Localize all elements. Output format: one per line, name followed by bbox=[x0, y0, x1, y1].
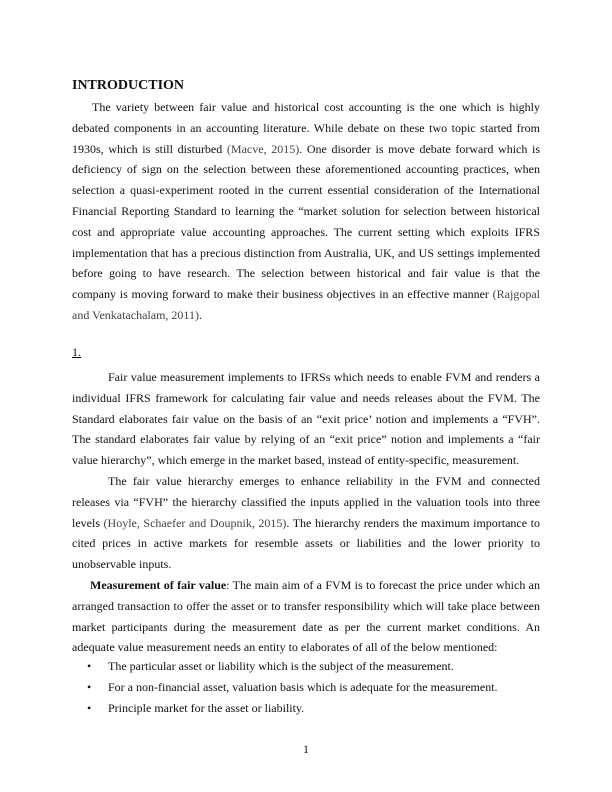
list-item bbox=[72, 677, 540, 698]
text: The fair value hierarchy emerges to enhance reliability in the FVM and connected releases via “FVH” the hierarchy classified the inputs applied in the valuation tools into three levels bbox=[72, 474, 540, 530]
list-item bbox=[72, 698, 540, 719]
list-item-text: Principle market for the asset or liability. bbox=[108, 701, 305, 715]
bullet-icon: • bbox=[87, 701, 92, 715]
text: The variety between fair value and historical cost accounting is the one which is highly debated components in an accounting literature. While debate on these two topic started from 1930s, which is still disturbed bbox=[72, 100, 540, 156]
list-item bbox=[72, 656, 540, 677]
citation: (Macve, 2015) bbox=[226, 141, 300, 156]
text: . bbox=[198, 307, 202, 322]
paragraph bbox=[72, 471, 540, 575]
list-item-text: The particular asset or liability which is the subject of the measurement. bbox=[108, 659, 454, 673]
bullet-list bbox=[72, 656, 540, 719]
bullet-icon: • bbox=[87, 659, 92, 673]
page-number: 1 bbox=[303, 742, 309, 756]
list-item-text: For a non-financial asset, valuation basis which is adequate for the measurement. bbox=[108, 680, 498, 694]
intro-paragraph bbox=[72, 97, 540, 326]
text: : The main aim of a FVM is to forecast the price under which an arranged transaction to offer the asset or to transfer responsibility which will take place between market participants during the measurement date as per the current market conditions. An adequate value measurement needs an entity to elaborates of all of the below mentioned: bbox=[72, 578, 540, 655]
text: . The hierarchy renders the maximum importance to cited prices in active markets for resemble assets or liabilities and the lower priority to unobservable inputs. bbox=[72, 515, 540, 572]
paragraph: Fair value measurement implements to IFRSs which needs to enable FVM and renders a individual IFRS framework for calculating fair value and needs releases about the FVM. The Standard elaborates fair value on the basis of an “exit price’ notion and implements a “FVH”. The standard elaborates fair value by relying of an “exit price” notion and implements a “fair value hierarchy”, which emerge in the market based, instead of entity-specific, measurement. bbox=[72, 370, 540, 468]
citation: (Hoyle, Schaefer and Doupnik, 2015) bbox=[103, 515, 287, 530]
paragraph bbox=[72, 575, 540, 658]
citation: (Rajgopal and Venkatachalam, 2011) bbox=[72, 287, 540, 322]
bullet-icon: • bbox=[87, 680, 92, 694]
text: . One disorder is move debate forward which is deficiency of sign on the selection between these aforementioned accounting practices, when selection a quasi-experiment rooted in the current essential consideration of the International Financial Reporting Standard to learning the “market solution for selection between historical cost and appropriate value accounting approaches. The current setting which exploits IFRS implementation that has a precious distinction from Australia, UK, and US settings implemented before going to have research. The selection between historical and fair value is that the company is moving forward to make their business objectives in an effective manner bbox=[72, 141, 541, 302]
section-number: 1. bbox=[72, 345, 81, 359]
section-heading: INTRODUCTION bbox=[72, 78, 185, 93]
bold-lead: Measurement of fair value bbox=[90, 578, 227, 592]
